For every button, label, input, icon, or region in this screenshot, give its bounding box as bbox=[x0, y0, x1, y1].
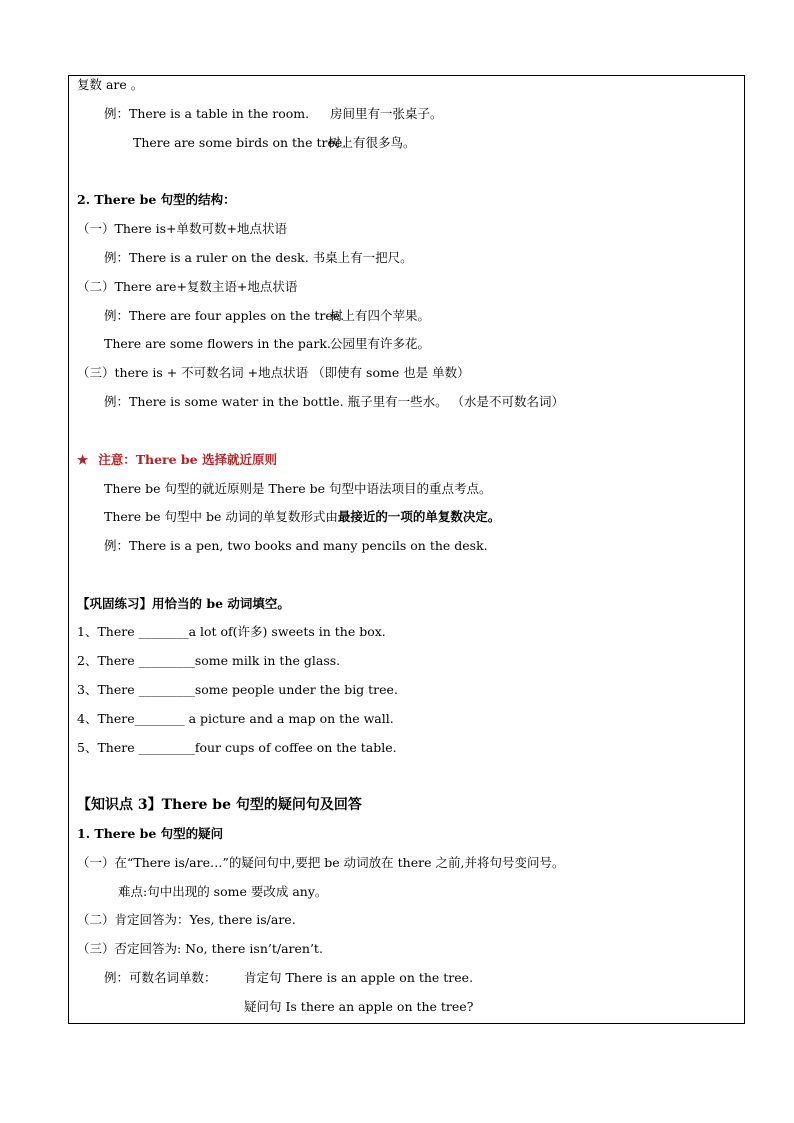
rule-line: （一）在“There is/are…”的疑问句中,要把 be 动词放在 there 之前,并将句号变问号。 bbox=[77, 855, 565, 870]
exercise-item: 1、There ________a lot of(许多) sweets in the box. bbox=[77, 624, 386, 639]
example-sentence: 疑问句 Is there an apple on the tree? bbox=[244, 999, 474, 1014]
note-title: 注意：There be 选择就近原则 bbox=[98, 452, 277, 467]
example-translation: 公园里有许多花。 bbox=[330, 336, 431, 351]
exercise-item: 2、There _________some milk in the glass. bbox=[77, 653, 341, 668]
note-heading bbox=[77, 451, 277, 469]
text-line: 复数 are 。 bbox=[77, 77, 144, 92]
rule-line: （一）There is+单数可数+地点状语 bbox=[77, 221, 287, 236]
exercise-item: 4、There________ a picture and a map on the wall. bbox=[77, 711, 394, 726]
example-translation: 树上有很多鸟。 bbox=[328, 135, 416, 150]
note-text: There be 句型中 be 动词的单复数形式由 bbox=[104, 509, 338, 524]
rule-line: （三）there is + 不可数名词 +地点状语 （即使有 some 也是 单数） bbox=[77, 365, 470, 380]
example-sentence: There are some flowers in the park. bbox=[104, 336, 331, 351]
subsection-heading: 1. There be 句型的疑问 bbox=[77, 826, 224, 841]
exercise-item: 5、There _________four cups of coffee on the table. bbox=[77, 740, 397, 755]
example-translation: 树上有四个苹果。 bbox=[330, 308, 431, 323]
knowledge-point-heading: 【知识点 3】There be 句型的疑问句及回答 bbox=[77, 797, 362, 813]
star-icon: ★ bbox=[77, 452, 89, 467]
example-sentence: There are some birds on the tree. bbox=[133, 135, 347, 150]
example-label: 例：可数名词单数： bbox=[104, 970, 217, 985]
section-heading: 2. There be 句型的结构： bbox=[77, 192, 236, 207]
exercise-title: 【巩固练习】用恰当的 be 动词填空。 bbox=[77, 596, 290, 611]
note-line: There be 句型的就近原则是 There be 句型中语法项目的重点考点。 bbox=[104, 481, 492, 496]
exercise-item: 3、There _________some people under the big tree. bbox=[77, 682, 398, 697]
example-sentence: 肯定句 There is an apple on the tree. bbox=[244, 970, 474, 985]
rule-line: （三）否定回答为: No, there isn’t/aren’t. bbox=[77, 941, 323, 956]
example-sentence: 例：There are four apples on the tree. bbox=[104, 308, 345, 323]
difficulty-note: 难点:句中出现的 some 要改成 any。 bbox=[118, 884, 328, 899]
example-sentence: 例：There is a table in the room. bbox=[104, 106, 310, 121]
example-line: 例：There is a ruler on the desk. 书桌上有一把尺。 bbox=[104, 250, 413, 265]
note-emphasis: 最接近的一项的单复数决定。 bbox=[337, 509, 501, 524]
example-line: 例：There is a pen, two books and many pencils on the desk. bbox=[104, 538, 488, 553]
note-line bbox=[104, 508, 500, 526]
rule-line: （二）肯定回答为：Yes, there is/are. bbox=[77, 912, 296, 927]
rule-line: （二）There are+复数主语+地点状语 bbox=[77, 279, 298, 294]
example-translation: 房间里有一张桌子。 bbox=[330, 106, 443, 121]
example-line: 例：There is some water in the bottle. 瓶子里有一些水。 （水是不可数名词） bbox=[104, 394, 565, 409]
